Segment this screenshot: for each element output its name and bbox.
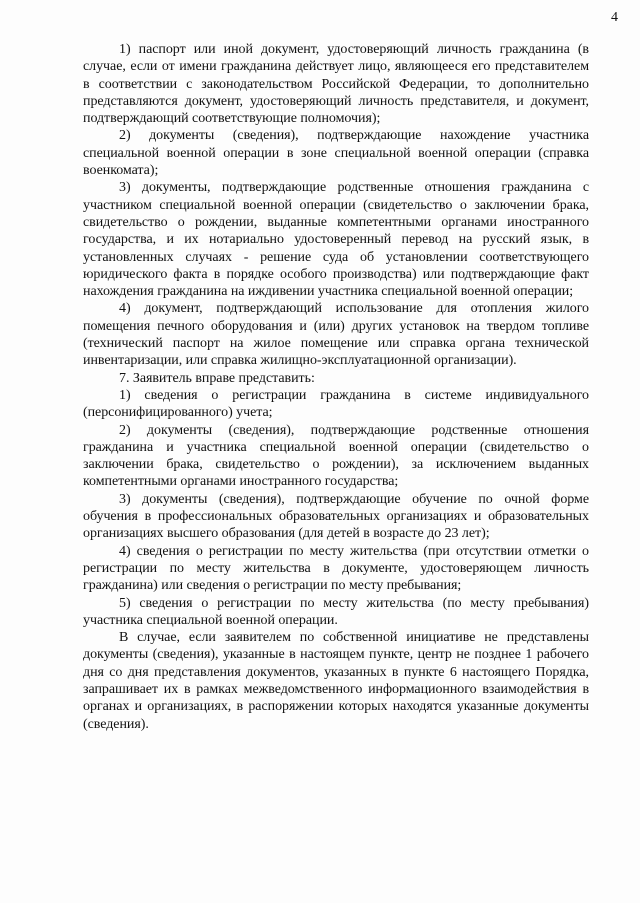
paragraph-interagency-request: В случае, если заявителем по собственной инициативе не представлены документы (сведения), указанные в настоящем пункте, центр не позднее 1 рабочего дня со дня представления документов, указанных в пункте 6 настоящего Порядка, запрашивает их в рамках межведомственного информационного взаимодействия в органах и организациях, в распоряжении которых находятся указанные документы (сведения). (83, 630, 589, 732)
page-number: 4 (611, 10, 618, 25)
paragraph-clause-7-item-5: 5) сведения о регистрации по месту жительства (по месту пребывания) участника специальной военной операции. (83, 595, 589, 628)
paragraph-item-1-passport: 1) паспорт или иной документ, удостоверяющий личность гражданина (в случае, если от имени гражданина действует лицо, являющееся его представителем в соответствии с законодательством Российской Федерации, то дополнительно представляются документ, удостоверяющий личность представителя, и документ, подтверждающий соответствующие полномочия); (83, 42, 589, 127)
paragraph-clause-7-item-3: 3) документы (сведения), подтверждающие обучение по очной форме обучения в профессиональных образовательных организациях и образовательных организациях высшего образования (для детей в возрасте до 23 лет); (83, 491, 589, 542)
paragraph-item-4-heating-document: 4) документ, подтверждающий использование для отопления жилого помещения печного оборудования и (или) других установок на твердом топливе (технический паспорт на жилое помещение или справка органа технической инвентаризации, или справка жилищно-эксплуатационной организации). (83, 301, 589, 369)
paragraph-item-3-kinship-documents: 3) документы, подтверждающие родственные отношения гражданина с участником специальной военной операции (свидетельство о заключении брака, свидетельство о рождении, выданные компетентными органами иностранного государства, и их нотариально удостоверенный перевод на русский язык, в установленных случаях - решение суда об установлении соответствующего юридического факта в порядке особого производства) или подтверждающие факт нахождения гражданина на иждивении участника специальной военной операции; (83, 180, 589, 300)
paragraph-clause-7-item-2: 2) документы (сведения), подтверждающие родственные отношения гражданина и участника специальной военной операции (свидетельство о заключении брака, свидетельство о рождении), за исключением выданных компетентными органами иностранного государства; (83, 422, 589, 490)
document-body (83, 41, 589, 733)
paragraph-clause-7-heading: 7. Заявитель вправе представить: (119, 370, 315, 386)
paragraph-clause-7-item-1: 1) сведения о регистрации гражданина в системе индивидуального (персонифицированного) учета; (83, 387, 589, 421)
paragraph-clause-7-item-4: 4) сведения о регистрации по месту жительства (при отсутствии отметки о регистрации по месту жительства в документе, удостоверяющем личность гражданина) или сведения о регистрации по месту пребывания; (83, 543, 589, 594)
paragraph-item-2-military-certificate: 2) документы (сведения), подтверждающие нахождение участника специальной военной операции в зоне специальной военной операции (справка военкомата); (83, 128, 589, 179)
